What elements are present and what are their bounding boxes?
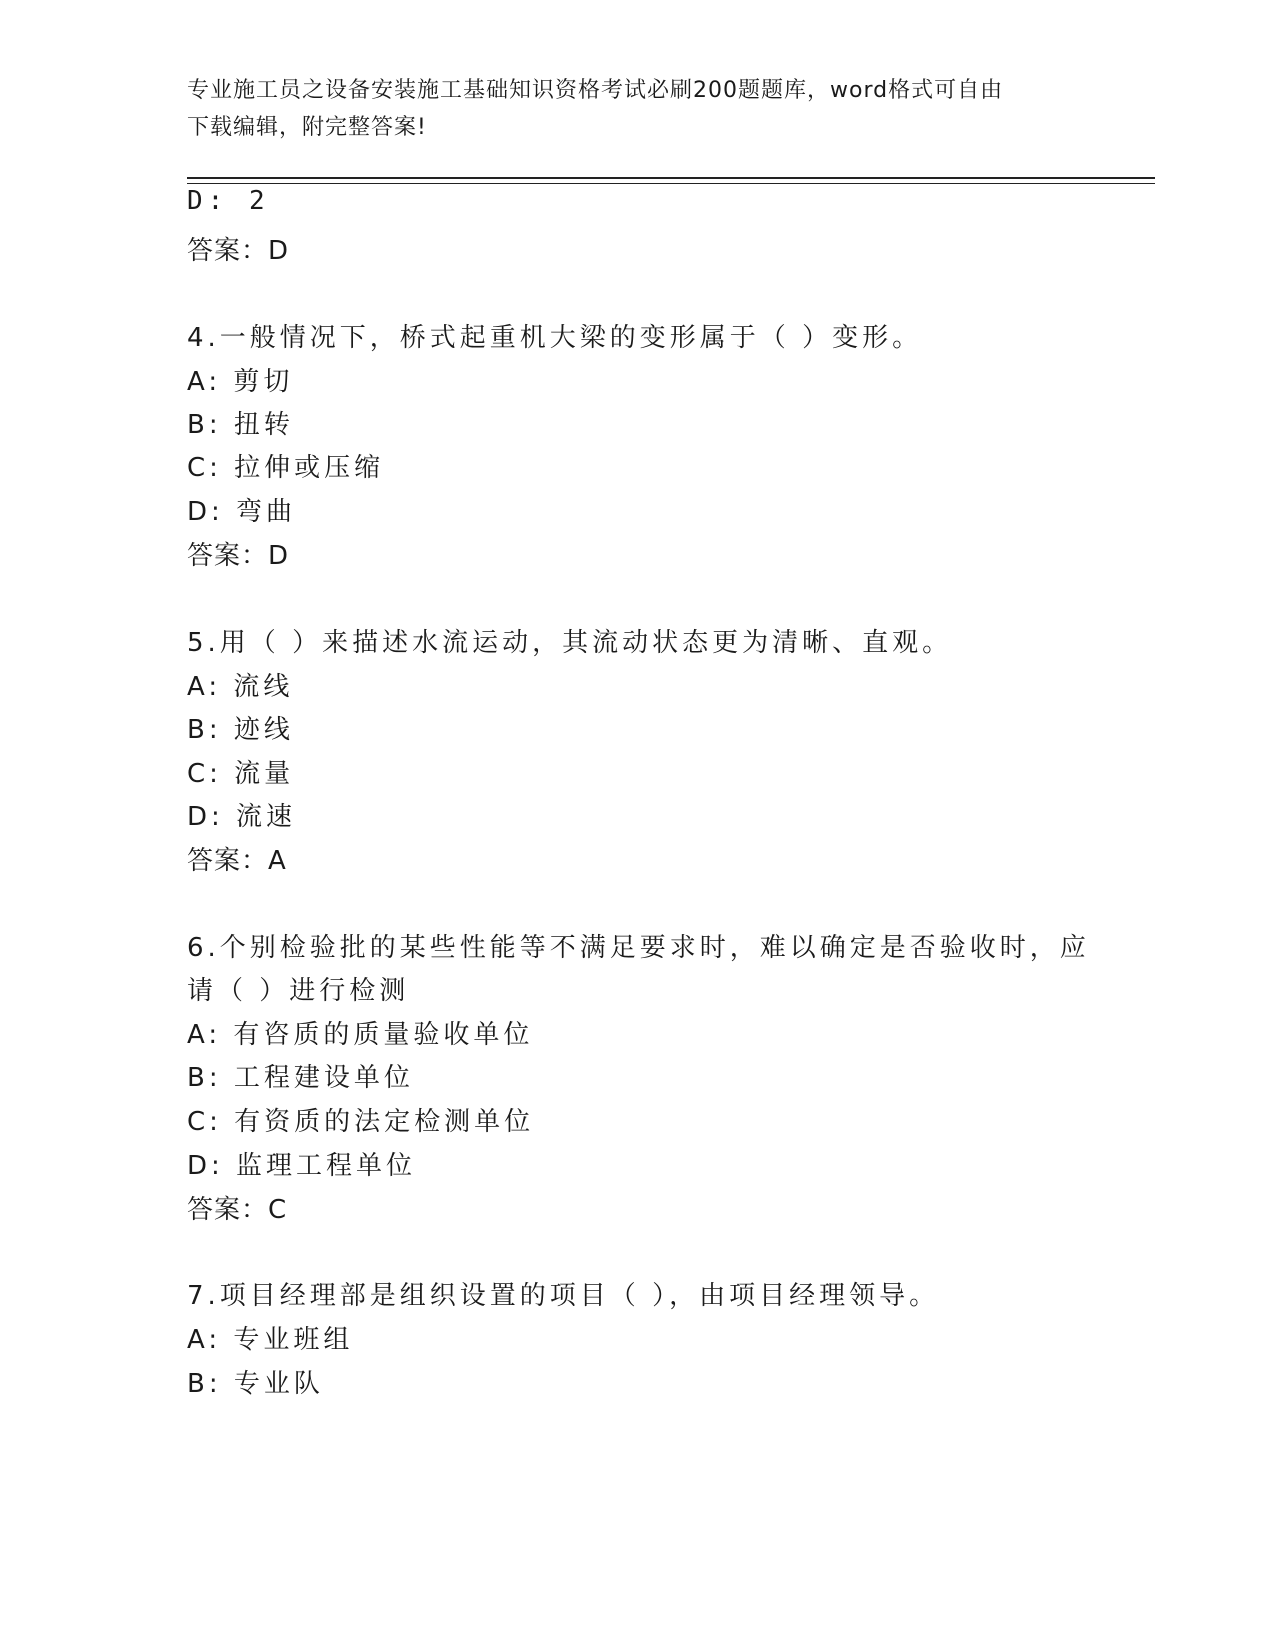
q3-option-d: D: 2 <box>187 186 270 216</box>
q5-option-b: B: 迹线 <box>187 715 294 745</box>
q6-option-a: A: 有咨质的质量验收单位 <box>187 1020 534 1050</box>
q6-option-b: B: 工程建设单位 <box>187 1063 414 1093</box>
q6-answer: 答案：C <box>187 1195 288 1225</box>
q6-option-c: C: 有资质的法定检测单位 <box>187 1107 535 1137</box>
q6-stem-line-1: 6.个别检验批的某些性能等不满足要求时，难以确定是否验收时，应 <box>187 933 1090 963</box>
document-header <box>187 72 1087 146</box>
q5-answer: 答案：A <box>187 846 287 876</box>
header-title-line-1: 专业施工员之设备安装施工基础知识资格考试必刷200题题库，word格式可自由 <box>187 78 1004 103</box>
q6-stem-line-2: 请（ ）进行检测 <box>187 976 410 1006</box>
q5-option-d: D: 流速 <box>187 802 297 832</box>
q7-stem: 7.项目经理部是组织设置的项目（ ），由项目经理领导。 <box>187 1281 940 1311</box>
q4-option-d: D: 弯曲 <box>187 497 297 527</box>
q4-stem: 4.一般情况下，桥式起重机大梁的变形属于（ ）变形。 <box>187 323 923 353</box>
header-divider-thin <box>187 183 1155 184</box>
q5-option-a: A: 流线 <box>187 672 294 702</box>
q5-stem: 5.用（ ）来描述水流运动，其流动状态更为清晰、直观。 <box>187 628 953 658</box>
q4-option-a: A: 剪切 <box>187 367 294 397</box>
q4-answer: 答案：D <box>187 541 290 571</box>
q7-option-b: B: 专业队 <box>187 1369 324 1399</box>
q4-option-b: B: 扭转 <box>187 410 294 440</box>
q6-option-d: D: 监理工程单位 <box>187 1151 417 1181</box>
q3-answer: 答案：D <box>187 236 290 266</box>
q7-option-a: A: 专业班组 <box>187 1325 354 1355</box>
header-divider-thick <box>187 177 1155 179</box>
q5-option-c: C: 流量 <box>187 759 295 789</box>
q4-option-c: C: 拉伸或压缩 <box>187 453 385 483</box>
header-title-line-2: 下载编辑，附完整答案! <box>187 115 427 140</box>
